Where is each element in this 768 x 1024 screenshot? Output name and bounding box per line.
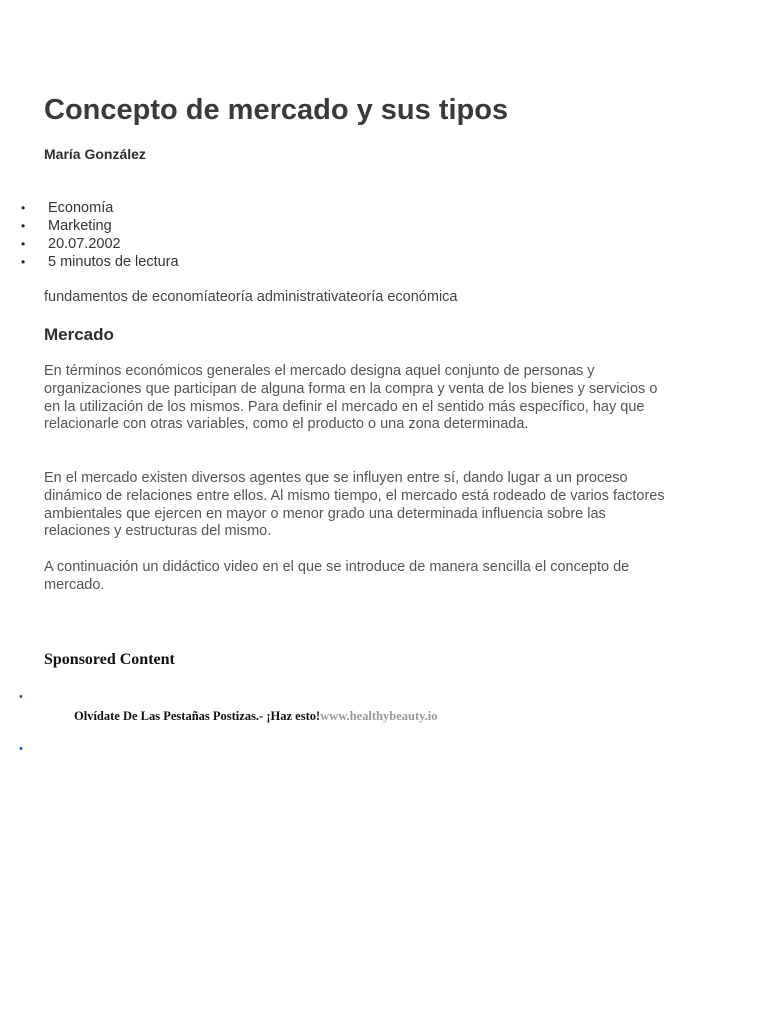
sponsored-heading: Sponsored Content [44, 651, 175, 668]
sponsored-title[interactable]: Olvídate De Las Pestañas Postizas.- ¡Haz esto! [74, 709, 321, 723]
article-paragraph: A continuación un didáctico video en el que se introduce de manera sencilla el concepto de mercado. [44, 559, 630, 593]
bullet-icon: • [19, 691, 23, 703]
article-tags[interactable]: fundamentos de economíateoría administrativateoría económica [44, 289, 458, 305]
author-name[interactable]: María González [44, 146, 146, 162]
bullet-icon: • [19, 743, 23, 755]
meta-label[interactable]: Economía [48, 200, 114, 216]
sponsored-link[interactable] [74, 708, 438, 724]
bullet-icon: • [21, 237, 26, 251]
meta-label: 20.07.2002 [48, 236, 121, 252]
bullet-icon: • [21, 219, 26, 233]
bullet-icon: • [21, 201, 26, 215]
meta-label[interactable]: Marketing [48, 218, 112, 234]
meta-label: 5 minutos de lectura [48, 254, 179, 270]
section-heading: Mercado [44, 325, 114, 344]
article-paragraph: En términos económicos generales el mercado designa aquel conjunto de personas y organizaciones que participan de alguna forma en la compra y venta de los bienes y servicios o en la utilización de los mismos. Para definir el mercado en el sentido más específico, hay que relacionarle con otras variables, como el producto o una zona determinada. [44, 363, 658, 433]
page-title: Concepto de mercado y sus tipos [44, 94, 509, 126]
sponsored-source[interactable]: www.healthybeauty.io [320, 709, 438, 723]
article-paragraph: En el mercado existen diversos agentes que se influyen entre sí, dando lugar a un proceso dinámico de relaciones entre ellos. Al mismo tiempo, el mercado está rodeado de varios factores ambientales que ejercen en mayor o menor grado una determinada influencia sobre las relaciones y estructuras del mismo. [44, 470, 665, 540]
bullet-icon: • [21, 255, 26, 269]
